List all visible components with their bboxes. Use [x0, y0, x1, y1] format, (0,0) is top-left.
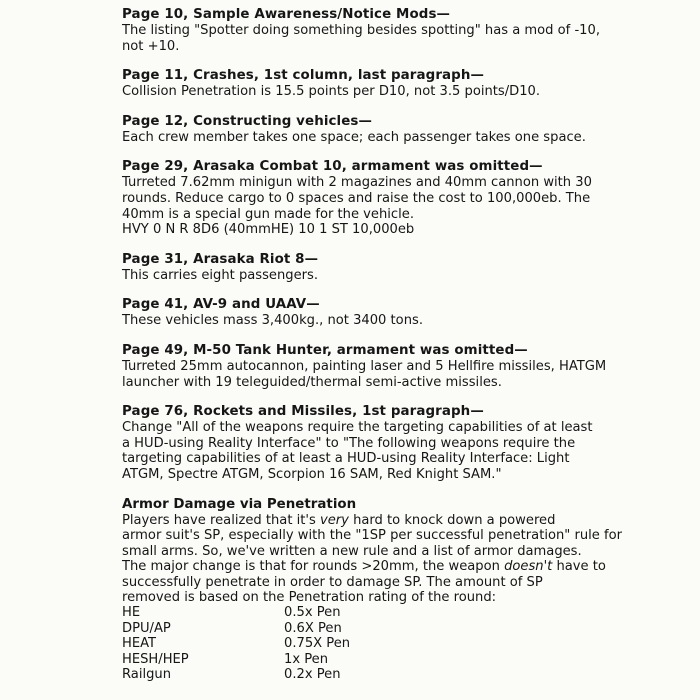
errata-heading: Page 31, Arasaka Riot 8—	[122, 251, 319, 267]
text-line: ATGM, Spectre ATGM, Scorpion 16 SAM, Red Knight SAM."	[122, 466, 502, 482]
text-line: not +10.	[122, 38, 180, 54]
damage-multiplier: 0.5x Pen	[284, 605, 341, 621]
text-span: have to	[552, 559, 606, 575]
text-line: These vehicles mass 3,400kg., not 3400 tons.	[122, 313, 423, 329]
round-type: Railgun	[122, 667, 172, 683]
section-title: Armor Damage via Penetration	[122, 496, 357, 512]
errata-entry-page-49	[122, 343, 667, 390]
errata-heading: Page 11, Crashes, 1st column, last paragraph—	[122, 68, 484, 84]
armor-rule-text	[122, 513, 667, 607]
text-line	[122, 513, 667, 529]
text-line: Collision Penetration is 15.5 points per D10, not 3.5 points/D10.	[122, 84, 541, 100]
errata-heading: Page 10, Sample Awareness/Notice Mods—	[122, 7, 451, 22]
emphasis: doesn't	[504, 559, 553, 575]
armor-damage-table	[122, 605, 350, 683]
text-line: armor suit's SP, especially with the "1SP per successful penetration" rule for	[122, 528, 623, 544]
errata-text	[122, 23, 667, 54]
damage-multiplier: 0.75X Pen	[284, 636, 351, 652]
errata-text	[122, 130, 667, 146]
text-line: 40mm is a special gun made for the vehicle.	[122, 206, 414, 222]
text-line: targeting capabilities of at least a HUD-using Reality Interface: Light	[122, 451, 570, 467]
round-type: HEAT	[122, 636, 157, 652]
errata-text	[122, 175, 667, 237]
errata-heading: Page 29, Arasaka Combat 10, armament was omitted—	[122, 159, 543, 175]
text-line: successfully penetrate in order to damage SP. The amount of SP	[122, 574, 543, 590]
text-line: small arms. So, we've written a new rule and a list of armor damages.	[122, 543, 582, 559]
text-line: The listing "Spotter doing something besides spotting" has a mod of -10,	[122, 23, 600, 38]
text-line: Change "All of the weapons require the targeting capabilities of at least	[122, 420, 593, 436]
errata-heading: Page 49, M-50 Tank Hunter, armament was omitted—	[122, 342, 528, 358]
table-row	[122, 652, 350, 668]
damage-multiplier: 1x Pen	[284, 651, 329, 667]
errata-entry-page-10	[122, 7, 667, 54]
text-line	[122, 559, 667, 575]
text-line: launcher with 19 teleguided/thermal semi-active missiles.	[122, 374, 502, 390]
text-span: hard to knock down a powered	[348, 512, 556, 528]
errata-heading: Page 76, Rockets and Missiles, 1st paragraph—	[122, 404, 484, 420]
armor-damage-section	[122, 497, 667, 684]
round-type: HESH/HEP	[122, 651, 189, 667]
round-type: DPU/AP	[122, 620, 171, 636]
text-line: rounds. Reduce cargo to 0 spaces and raise the cost to 100,000eb. The	[122, 190, 591, 206]
errata-text	[122, 313, 667, 329]
errata-entry-page-11	[122, 68, 667, 100]
table-row	[122, 636, 350, 652]
damage-multiplier: 0.2x Pen	[284, 667, 341, 683]
text-span: The major change is that for rounds >20mm, the weapon	[122, 559, 505, 575]
text-line: removed is based on the Penetration rating of the round:	[122, 590, 497, 606]
errata-page	[122, 7, 667, 683]
text-span: Players have realized that it's	[122, 512, 320, 528]
errata-entry-page-31	[122, 252, 667, 284]
errata-heading: Page 41, AV-9 and UAAV—	[122, 297, 320, 313]
errata-heading: Page 12, Constructing vehicles—	[122, 113, 372, 129]
emphasis: very	[319, 512, 349, 528]
errata-entry-page-29	[122, 159, 667, 237]
table-row	[122, 621, 350, 637]
text-line: Turreted 7.62mm minigun with 2 magazines and 40mm cannon with 30	[122, 175, 592, 191]
damage-multiplier: 0.6X Pen	[284, 620, 342, 636]
errata-entry-page-12	[122, 114, 667, 146]
text-line: Each crew member takes one space; each passenger takes one space.	[122, 129, 586, 145]
errata-text	[122, 268, 667, 284]
errata-entry-page-76	[122, 404, 667, 482]
text-line: This carries eight passengers.	[122, 267, 319, 283]
text-line: Turreted 25mm autocannon, painting laser and 5 Hellfire missiles, HATGM	[122, 358, 607, 374]
weapon-stat-line: HVY 0 N R 8D6 (40mmHE) 10 1 ST 10,000eb	[122, 222, 415, 238]
table-row	[122, 667, 350, 683]
text-line: a HUD-using Reality Interface" to "The following weapons require the	[122, 435, 576, 451]
table-row	[122, 605, 350, 621]
errata-text	[122, 420, 667, 482]
round-type: HE	[122, 605, 141, 621]
errata-text	[122, 84, 667, 100]
errata-entry-page-41	[122, 297, 667, 329]
errata-text	[122, 359, 667, 390]
